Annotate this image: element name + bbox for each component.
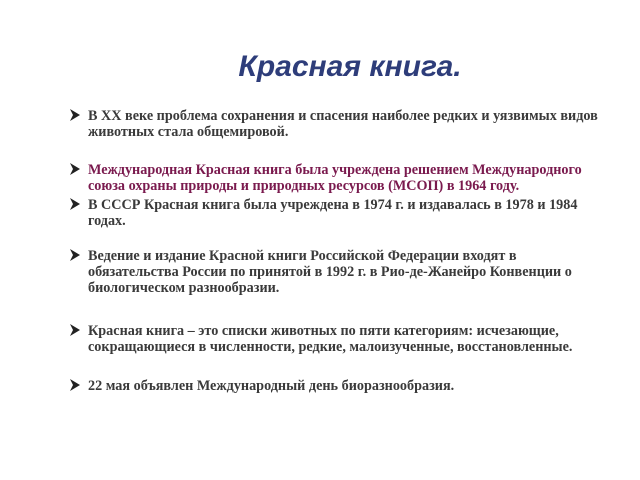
arrowhead-bullet-icon <box>68 108 82 122</box>
bullet-item <box>88 378 608 394</box>
bullet-item <box>88 197 608 229</box>
bullet-item <box>88 162 608 194</box>
bullet-list <box>88 108 608 394</box>
arrowhead-bullet-icon <box>68 323 82 337</box>
bullet-text: Ведение и издание Красной книги Российской Федерации входят в обязательства России по принятой в 1992 г. в Рио-де-Жанейро Конвенции о биологическом разнообразии. <box>88 248 572 296</box>
bullet-item <box>88 108 608 140</box>
bullet-text: Международная Красная книга была учреждена решением Международного союза охраны природы и природных ресурсов (МСОП) в 1964 году. <box>88 162 582 194</box>
bullet-text: В СССР Красная книга была учреждена в 1974 г. и издавалась в 1978 и 1984 годах. <box>88 197 578 229</box>
bullet-item <box>88 323 608 355</box>
arrowhead-bullet-icon <box>68 378 82 392</box>
slide-title: Красная книга. <box>238 50 462 83</box>
bullet-text: В XX веке проблема сохранения и спасения наиболее редких и уязвимых видов животных стала общемировой. <box>88 108 598 140</box>
bullet-text: Красная книга – это списки животных по пяти категориям: исчезающие, сокращающиеся в численности, редкие, малоизученные, восстановленные. <box>88 323 573 355</box>
arrowhead-bullet-icon <box>68 197 82 211</box>
bullet-text: 22 мая объявлен Международный день биоразнообразия. <box>88 378 455 394</box>
arrowhead-bullet-icon <box>68 162 82 176</box>
arrowhead-bullet-icon <box>68 248 82 262</box>
bullet-item <box>88 248 608 296</box>
